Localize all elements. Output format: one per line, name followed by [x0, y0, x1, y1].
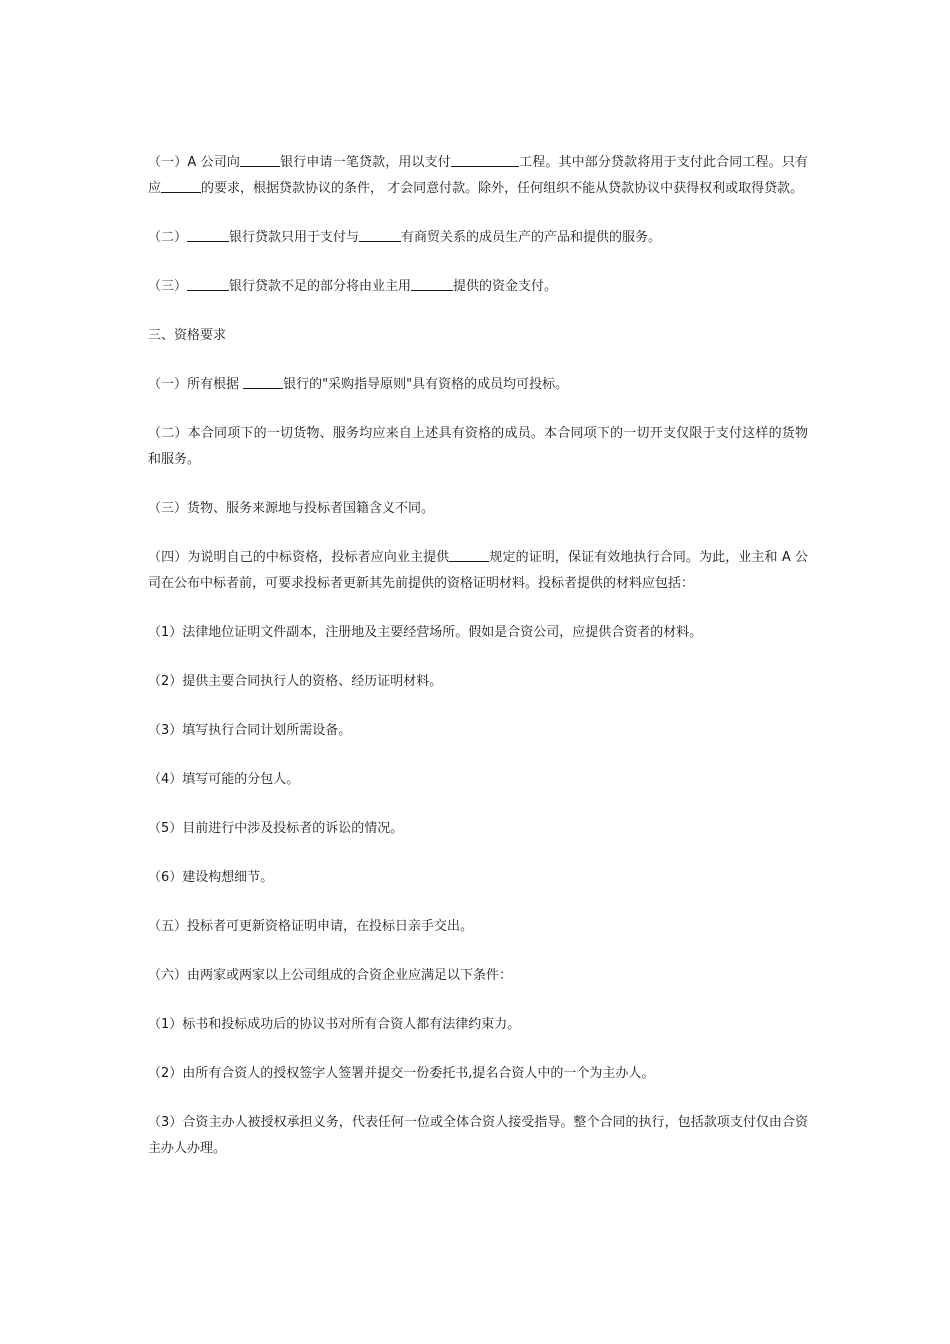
paragraph-loan-usage: [148, 225, 808, 251]
paragraph-origin-nationality: （三）货物、服务来源地与投标者国籍含义不同。: [148, 501, 435, 516]
text-segment: （四）为说明自己的中标资格，投标者应向业主提供: [148, 550, 450, 565]
fill-blank: [161, 178, 201, 193]
list-item-legal-binding: （1）标书和投标成功后的协议书对所有合资人都有法律约束力。: [148, 1017, 521, 1032]
paragraph-loan-shortfall: [148, 274, 808, 300]
fill-blank: [187, 227, 229, 242]
fill-blank: [243, 374, 283, 389]
text-segment: 规定的证明，保证有效地执行合同。为此，业主和 A 公司在公布中标者前，可要求投标者更新其先前提供的资格证明材料。投标者提供的材料应包括：: [148, 550, 808, 591]
text-segment: 的要求，根据贷款协议的条件， 才会同意付款。除外，任何组织不能从贷款协议中获得权利或取得贷款。: [201, 181, 804, 196]
text-segment: （一）A 公司向: [148, 155, 240, 170]
list-item-legal-status: （1）法律地位证明文件副本，注册地及主要经营场所。假如是合资公司，应提供合资者的材料。: [148, 625, 703, 640]
paragraph-bid-qualification-proof: [148, 545, 808, 597]
list-item-power-of-attorney: （2）由所有合资人的授权签字人签署并提交一份委托书,提名合资人中的一个为主办人。: [148, 1066, 655, 1081]
list-item-lead-partner: （3）合资主办人被授权承担义务，代表任何一位或全体合资人接受指导。整个合同的执行，包括款项支付仅由合资主办人办理。: [148, 1115, 808, 1156]
paragraph-goods-origin: （二）本合同项下的一切货物、服务均应来自上述具有资格的成员。本合同项下的一切开支仅限于支付这样的货物和服务。: [148, 426, 808, 467]
fill-blank: [451, 152, 519, 167]
text-segment: 银行贷款不足的部分将由业主用: [229, 279, 412, 294]
section-heading-qualification: 三、资格要求: [148, 328, 227, 343]
text-segment: 银行申请一笔贷款，用以支付: [280, 155, 451, 170]
text-segment: 工程。其中部分贷款将用于支付此合同工程。只有应: [148, 155, 808, 196]
paragraph-update-application: （五）投标者可更新资格证明申请，在投标日亲手交出。: [148, 919, 474, 934]
text-segment: （三）: [148, 279, 188, 294]
text-segment: （二）: [148, 230, 188, 245]
fill-blank: [449, 547, 489, 562]
text-segment: 银行的"采购指导原则"具有资格的成员均可投标。: [283, 377, 569, 392]
paragraph-eligible-members: [148, 372, 808, 398]
text-segment: 银行贷款只用于支付与: [229, 230, 360, 245]
fill-blank: [411, 276, 453, 291]
document-body: [148, 150, 808, 1185]
list-item-litigation: （5）目前进行中涉及投标者的诉讼的情况。: [148, 821, 404, 836]
fill-blank: [240, 152, 280, 167]
paragraph-joint-venture-conditions: （六）由两家或两家以上公司组成的合资企业应满足以下条件：: [148, 968, 513, 983]
list-item-equipment: （3）填写执行合同计划所需设备。: [148, 723, 352, 738]
fill-blank: [187, 276, 229, 291]
list-item-construction-plan: （6）建设构想细节。: [148, 870, 274, 885]
paragraph-loan-application: [148, 150, 808, 202]
list-item-executor-qualification: （2）提供主要合同执行人的资格、经历证明材料。: [148, 674, 443, 689]
fill-blank: [359, 227, 401, 242]
text-segment: 有商贸关系的成员生产的产品和提供的服务。: [401, 230, 662, 245]
list-item-subcontractors: （4）填写可能的分包人。: [148, 772, 300, 787]
text-segment: 提供的资金支付。: [453, 279, 558, 294]
text-segment: （一）所有根据: [148, 377, 244, 392]
